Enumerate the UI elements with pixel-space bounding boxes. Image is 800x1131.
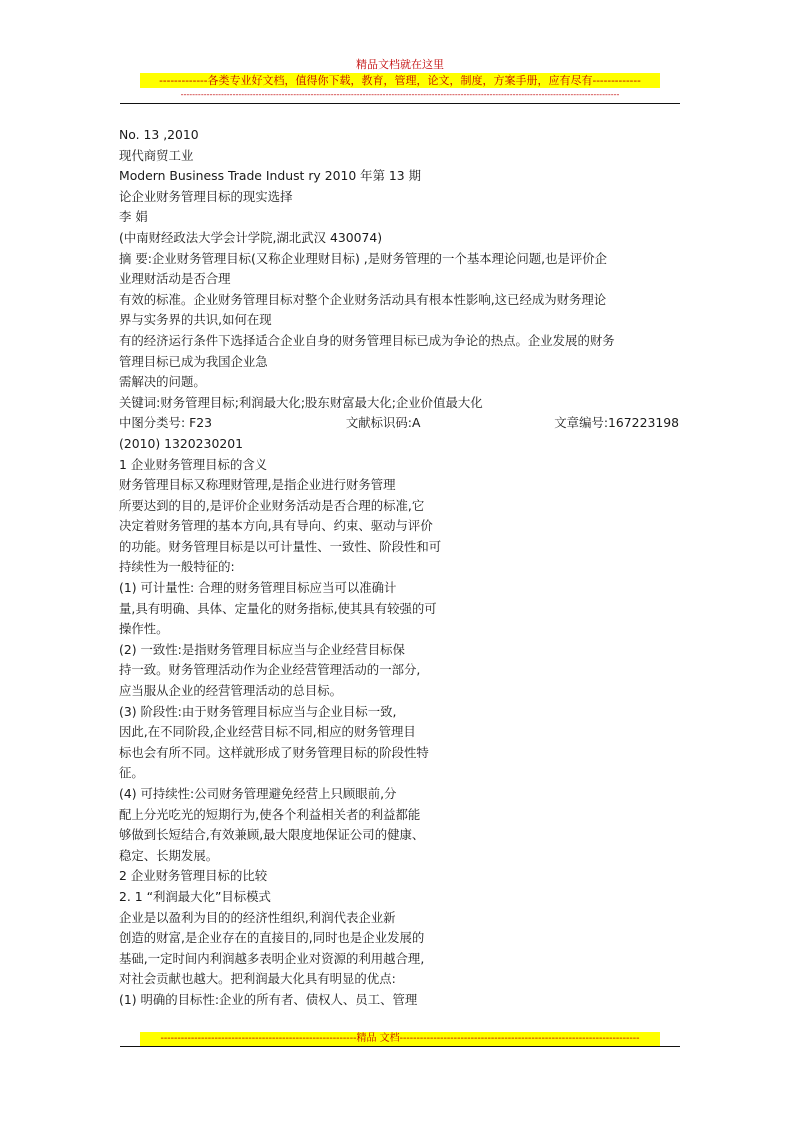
banner-title: 精品文档就在这里 xyxy=(356,58,444,71)
document-body xyxy=(119,125,684,1011)
body-line: 稳定、长期发展。 xyxy=(119,847,219,863)
body-line: 创造的财富,是企业存在的直接目的,同时也是企业发展的 xyxy=(119,930,425,946)
abstract-line: 摘 要:企业财务管理目标(又称企业理财目标) ,是财务管理的一个基本理论问题,也是评价企 xyxy=(119,250,608,266)
author: 李 娟 xyxy=(119,209,148,225)
body-line: 标也会有所不同。这样就形成了财务管理目标的阶段性特 xyxy=(119,744,429,760)
subsection-heading: 2. 1 “利润最大化”目标模式 xyxy=(119,888,271,904)
body-line: 企业是以盈利为目的的经济性组织,利润代表企业新 xyxy=(119,909,396,925)
body-line: 对社会贡献也越大。把利润最大化具有明显的优点: xyxy=(119,971,396,987)
body-line: 持续性为一般特征的: xyxy=(119,559,235,575)
body-line: 操作性。 xyxy=(119,621,169,637)
article-title: 论企业财务管理目标的现实选择 xyxy=(119,188,293,204)
body-line: (4) 可持续性:公司财务管理避免经营上只顾眼前,分 xyxy=(119,786,397,801)
clc-number: 中图分类号: F23 xyxy=(119,415,212,431)
banner-ad: -------------各类专业好文档，值得你下载，教育，管理，论文，制度，方案手册，应有尽有------------- xyxy=(140,73,660,88)
body-line: (3) 阶段性:由于财务管理目标应当与企业目标一致, xyxy=(119,703,397,719)
abstract-line: 有效的标准。企业财务管理目标对整个企业财务活动具有根本性影响,这已经成为财务理论 xyxy=(119,291,607,307)
body-line: 持一致。财务管理活动作为企业经营管理活动的一部分, xyxy=(119,662,421,678)
document-code: 文献标识码:A xyxy=(345,415,421,431)
abstract-line: 界与实务界的共识,如何在现 xyxy=(119,312,272,328)
affiliation: (中南财经政法大学会计学院,湖北武汉 430074) xyxy=(119,229,383,245)
body-line: 够做到长短结合,有效兼顾,最大限度地保证公司的健康、 xyxy=(119,827,425,843)
body-line: 所要达到的目的,是评价企业财务活动是否合理的标准,它 xyxy=(119,497,425,513)
abstract-line: 需解决的问题。 xyxy=(119,374,206,390)
body-line: 财务管理目标又称理财管理,是指企业进行财务管理 xyxy=(119,477,396,493)
body-line: 配上分光吃光的短期行为,使各个利益相关者的利益都能 xyxy=(119,806,421,822)
article-number: 文章编号:167223198 xyxy=(554,415,679,431)
abstract-line: 管理目标已成为我国企业急 xyxy=(119,353,268,369)
banner-dashes: -------------------------------------------------------------------------------------------------------------------------------------------------------- xyxy=(180,90,620,99)
section-heading: 2 企业财务管理目标的比较 xyxy=(119,868,268,884)
footer-rule xyxy=(120,1046,680,1047)
body-line: 决定着财务管理的基本方向,具有导向、约束、驱动与评价 xyxy=(119,518,433,534)
footer-banner: ----------------------------------------------------------精品 文档----------------------------------------------------------------------- xyxy=(140,1032,660,1046)
body-line: 基础,一定时间内利润越多表明企业对资源的利用越合理, xyxy=(119,950,425,966)
body-line: 量,具有明确、具体、定量化的财务指标,使其具有较强的可 xyxy=(119,600,437,616)
body-line: 征。 xyxy=(119,765,144,781)
article-number-cont: (2010) 1320230201 xyxy=(119,435,243,451)
keywords: 关键词:财务管理目标;利润最大化;股东财富最大化;企业价值最大化 xyxy=(119,394,483,410)
body-line: (1) 明确的目标性:企业的所有者、债权人、员工、管理 xyxy=(119,991,418,1007)
issue-number: No. 13 ,2010 xyxy=(119,127,199,142)
body-line: (1) 可计量性: 合理的财务管理目标应当可以准确计 xyxy=(119,580,397,596)
body-line: 应当服从企业的经营管理活动的总目标。 xyxy=(119,683,343,699)
body-line: (2) 一致性:是指财务管理目标应当与企业经营目标保 xyxy=(119,641,405,657)
journal-name-cn: 现代商贸工业 xyxy=(119,147,194,163)
abstract-line: 有的经济运行条件下选择适合企业自身的财务管理目标已成为争论的热点。企业发展的财务 xyxy=(119,332,615,348)
header-rule xyxy=(120,103,680,104)
section-heading: 1 企业财务管理目标的含义 xyxy=(119,456,268,472)
body-line: 的功能。财务管理目标是以可计量性、一致性、阶段性和可 xyxy=(119,538,442,554)
journal-name-en: Modern Business Trade Indust ry 2010 年第 13 期 xyxy=(119,168,421,184)
abstract-line: 业理财活动是否合理 xyxy=(119,271,231,287)
body-line: 因此,在不同阶段,企业经营目标不同,相应的财务管理目 xyxy=(119,724,416,740)
classification-row xyxy=(119,413,679,434)
